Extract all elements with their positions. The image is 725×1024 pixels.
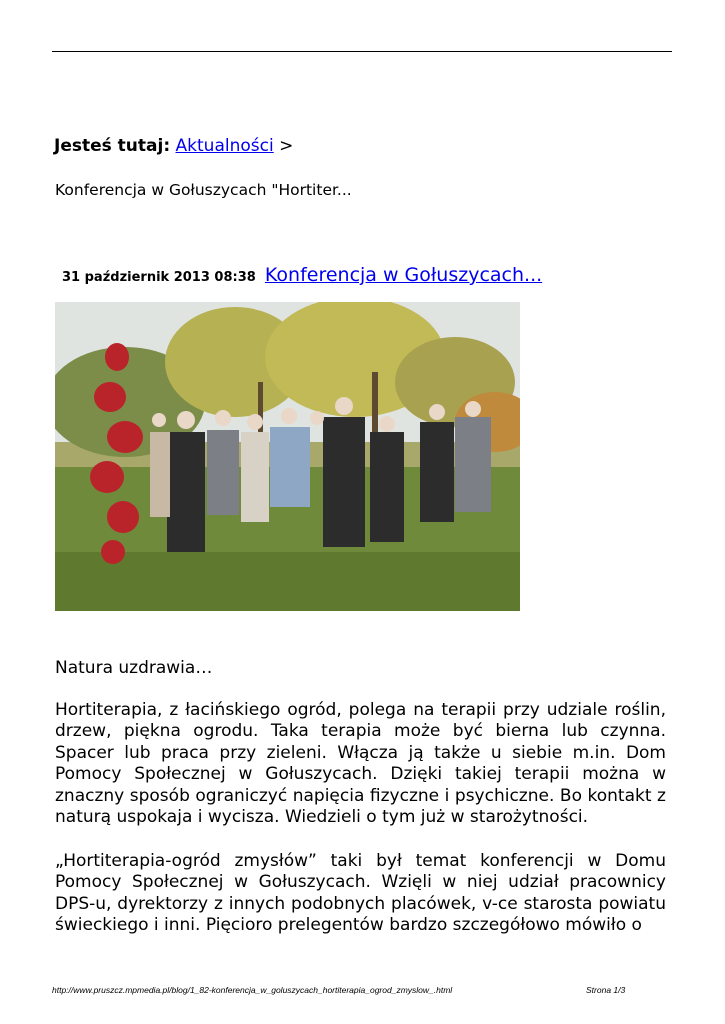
article-photo xyxy=(55,302,520,611)
article-date: 31 październik 2013 08:38 xyxy=(62,270,256,285)
breadcrumb-current: Konferencja w Gołuszycach "Hortiter... xyxy=(55,181,352,199)
article-meta xyxy=(62,264,542,286)
footer-url: http://www.pruszcz.mpmedia.pl/blog/1_82-konferencja_w_goluszycach_hortiterapia_ogrod_zmyslow_.html xyxy=(52,985,453,995)
breadcrumb-label: Jesteś tutaj: xyxy=(54,136,171,156)
article-paragraph: „Hortiterapia-ogród zmysłów” taki był temat konferencji w Domu Pomocy Społecznej w Gołuszycach. Wzięli w niej udział pracownicy DPS-u, dyrektorzy z innych podobnych placówek, v-ce starosta powiatu świeckiego i inni. Pięcioro prelegentów bardzo szczegółowo mówiło o xyxy=(55,850,666,935)
article-title-link[interactable]: Konferencja w Gołuszycach... xyxy=(264,264,543,286)
header-rule xyxy=(52,51,672,52)
footer-page-number: Strona 1/3 xyxy=(586,985,626,995)
breadcrumb-separator: > xyxy=(279,136,294,156)
article-paragraph: Natura uzdrawia… xyxy=(55,658,213,678)
article-body xyxy=(55,658,666,959)
article-paragraph: Hortiterapia, z łacińskiego ogród, polega na terapii przy udziale roślin, drzew, piękna ogrodu. Taka terapia może być bierna lub czynna. Spacer lub praca przy zieleni. Włącza ją także u siebie m.in. Dom Pomocy Społecznej w Gołuszycach. Dzięki takiej terapii można w znaczny sposób ograniczyć napięcia fizyczne i psychiczne. Bo kontakt z naturą uspokaja i wycisza. Wiedzieli o tym już w starożytności. xyxy=(55,699,666,827)
breadcrumb xyxy=(54,136,293,156)
breadcrumb-link-aktualnosci[interactable]: Aktualności xyxy=(175,136,274,156)
